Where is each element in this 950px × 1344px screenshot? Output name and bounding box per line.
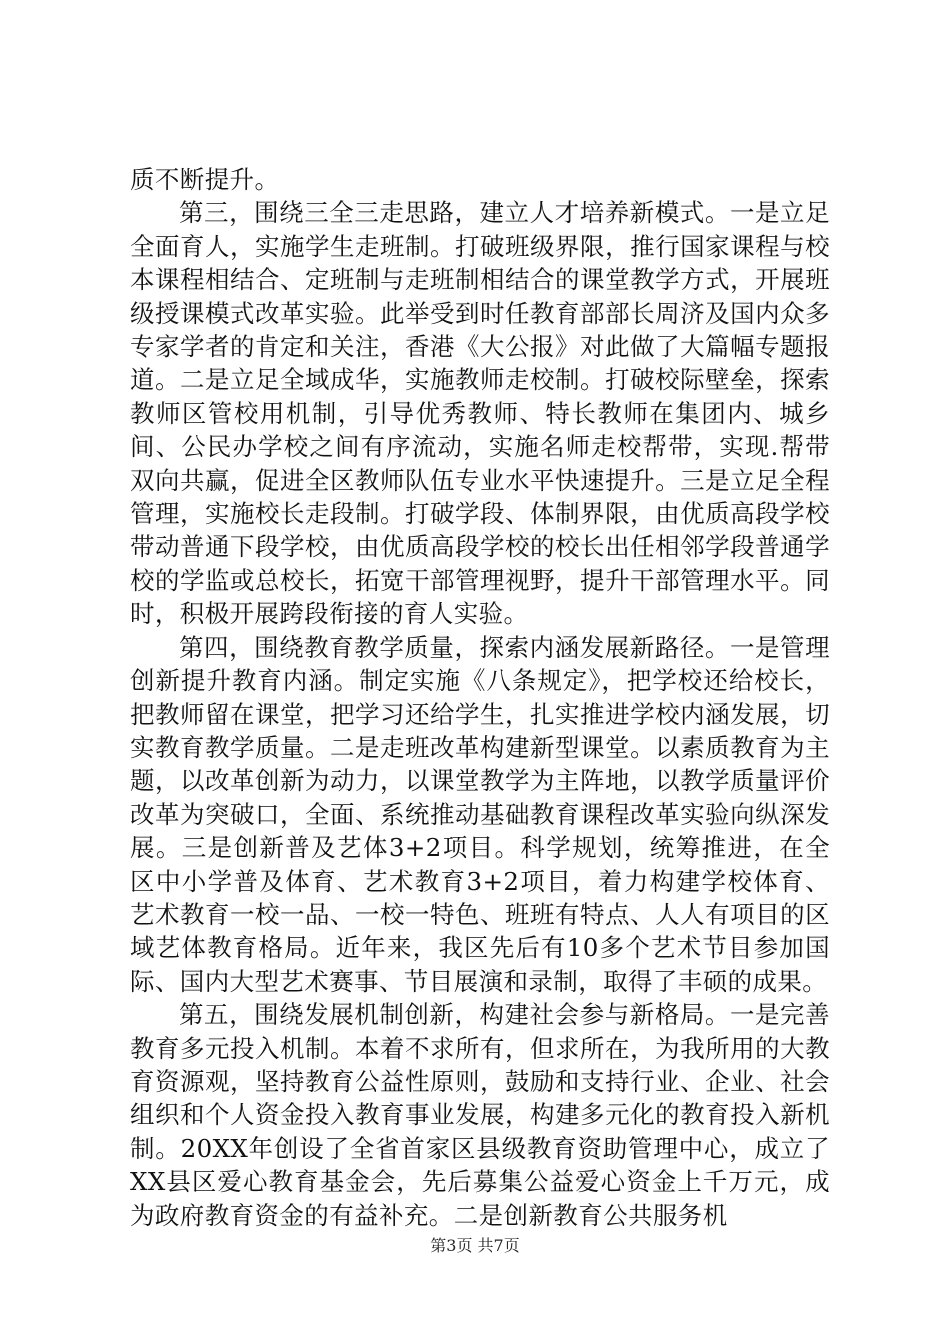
paragraph-continuation: 质不断提升。	[130, 165, 280, 194]
page-footer: 第3页 共7页	[430, 1236, 520, 1255]
document-body	[130, 163, 830, 1232]
paragraph-third: 第三，围绕三全三走思路，建立人才培养新模式。一是立足全面育人，实施学生走班制。打破班级界限，推行国家课程与校本课程相结合、定班制与走班制相结合的课堂教学方式，开展班级授课模式改革实验。此举受到时任教育部部长周济及国内众多专家学者的肯定和关注，香港《大公报》对此做了大篇幅专题报道。二是立足全域成华，实施教师走校制。打破校际壁垒，探索教师区管校用机制，引导优秀教师、特长教师在集团内、城乡间、公民办学校之间有序流动，实施名师走校帮带，实现.帮带双向共赢，促进全区教师队伍专业水平快速提升。三是立足全程管理，实施校长走段制。打破学段、体制界限，由优质高段学校带动普通下段学校，由优质高段学校的校长出任相邻学段普通学校的学监或总校长，拓宽干部管理视野，提升干部管理水平。同时，积极开展跨段衔接的育人实验。	[130, 198, 830, 629]
paragraph-fourth: 第四，围绕教育教学质量，探索内涵发展新路径。一是管理创新提升教育内涵。制定实施《八条规定》，把学校还给校长，把教师留在课堂，把学习还给学生，扎实推进学校内涵发展，切实教育教学质量。二是走班改革构建新型课堂。以素质教育为主题，以改革创新为动力，以课堂教学为主阵地，以教学质量评价改革为突破口，全面、系统推动基础教育课程改革实验向纵深发展。三是创新普及艺体3+2项目。科学规划，统筹推进，在全区中小学普及体育、艺术教育3+2项目，着力构建学校体育、艺术教育一校一品、一校一特色、班班有特点、人人有项目的区域艺体教育格局。近年来，我区先后有10多个艺术节目参加国际、国内大型艺术赛事、节目展演和录制，取得了丰硕的成果。	[130, 632, 830, 996]
paragraph-fifth: 第五，围绕发展机制创新，构建社会参与新格局。一是完善教育多元投入机制。本着不求所有，但求所在，为我所用的大教育资源观，坚持教育公益性原则，鼓励和支持行业、企业、社会组织和个人资金投入教育事业发展，构建多元化的教育投入新机制。20XX年创设了全省首家区县级教育资助管理中心，成立了XX县区爱心教育基金会，先后募集公益爱心资金上千万元，成为政府教育资金的有益补充。二是创新教育公共服务机	[130, 1000, 830, 1230]
